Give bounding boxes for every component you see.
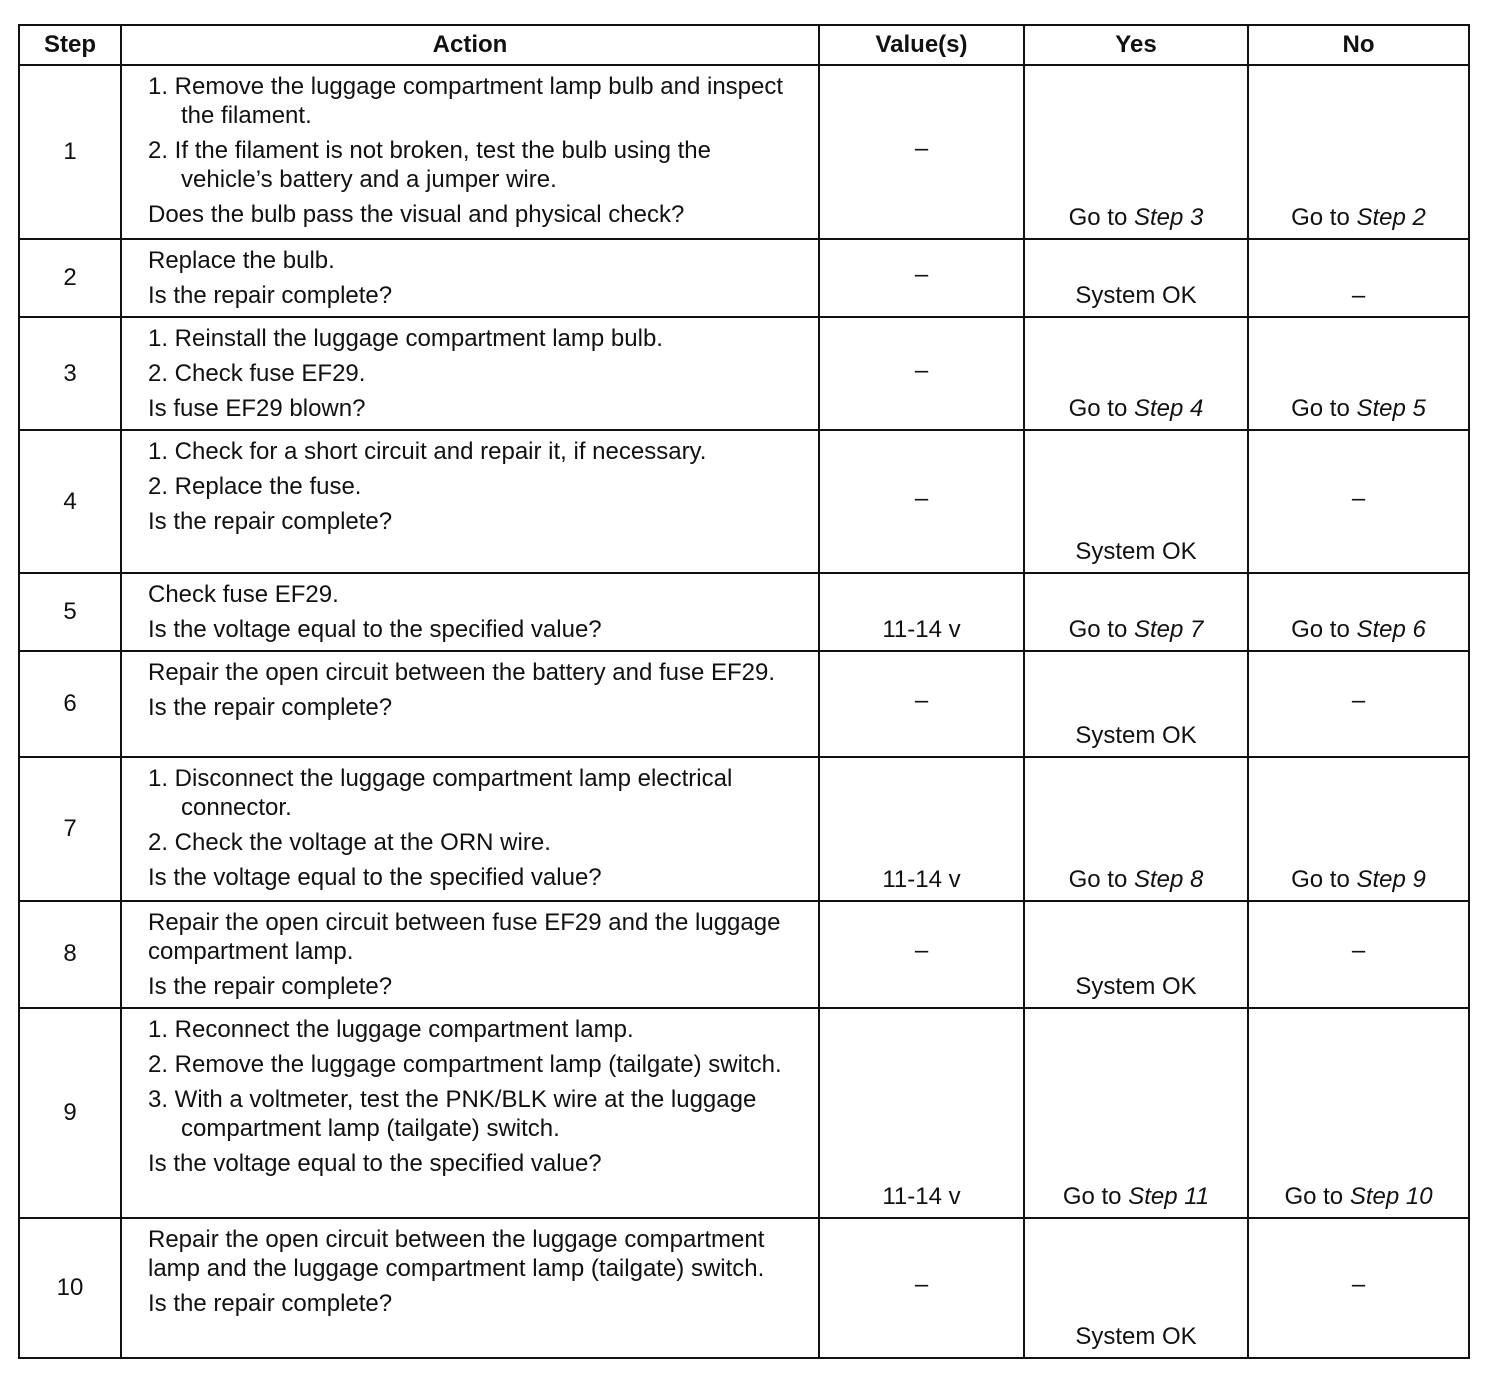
value-cell <box>819 757 1024 900</box>
action-step-item: 2. Check fuse EF29. <box>148 360 366 388</box>
diagnostic-table <box>18 24 1470 1359</box>
step-number: 1 <box>19 65 121 239</box>
action-cell <box>121 317 819 430</box>
action-cell <box>121 573 819 651</box>
value-text: – <box>914 261 929 289</box>
yes-cell <box>1024 317 1248 430</box>
no-prefix: Go to <box>1284 1182 1350 1210</box>
no-cell <box>1248 239 1469 317</box>
yes-cell <box>1024 65 1248 239</box>
value-cell <box>819 651 1024 757</box>
table-row <box>19 1008 1469 1218</box>
action-step-item: 2. If the filament is not broken, test the bulb using the vehicle’s battery and a jumper wire. <box>148 137 712 193</box>
yes-cell <box>1024 1008 1248 1218</box>
value-text: – <box>914 135 929 163</box>
yes-step-ref: Step 3 <box>1133 204 1204 232</box>
yes-step-ref: Step 11 <box>1128 1182 1210 1210</box>
action-step-item: 1. Reinstall the luggage compartment lamp bulb. <box>148 325 663 353</box>
value-cell <box>819 1008 1024 1218</box>
yes-prefix: Go to <box>1068 395 1134 423</box>
yes-text: System OK <box>1075 282 1197 310</box>
yes-step-ref: Step 8 <box>1133 865 1204 893</box>
table-row <box>19 757 1469 900</box>
no-text: – <box>1351 687 1366 715</box>
no-step-ref: Step 2 <box>1356 204 1426 232</box>
value-cell <box>819 430 1024 573</box>
action-cell <box>121 65 819 239</box>
value-text: – <box>914 937 929 965</box>
no-cell <box>1248 573 1469 651</box>
no-prefix: Go to <box>1291 865 1357 893</box>
value-text: – <box>914 687 929 715</box>
value-text: 11-14 v <box>882 865 961 893</box>
step-number: 4 <box>19 430 121 573</box>
action-text: Repair the open circuit between the battery and fuse EF29. <box>148 659 776 687</box>
action-question: Does the bulb pass the visual and physical check? <box>148 201 685 228</box>
no-cell <box>1248 651 1469 757</box>
action-cell <box>121 651 819 757</box>
step-number: 3 <box>19 317 121 430</box>
no-step-ref: Step 10 <box>1349 1182 1433 1210</box>
table-row <box>19 901 1469 1008</box>
value-cell <box>819 239 1024 317</box>
yes-cell <box>1024 1218 1248 1358</box>
step-number: 2 <box>19 239 121 317</box>
action-cell <box>121 1008 819 1218</box>
table-row <box>19 1218 1469 1358</box>
table-row <box>19 317 1469 430</box>
yes-prefix: Go to <box>1068 865 1134 893</box>
yes-cell <box>1024 757 1248 900</box>
no-cell <box>1248 430 1469 573</box>
action-cell <box>121 239 819 317</box>
header-yes: Yes <box>1024 25 1248 65</box>
action-cell <box>121 901 819 1008</box>
yes-cell <box>1024 573 1248 651</box>
yes-prefix: Go to <box>1068 204 1134 232</box>
yes-text: System OK <box>1075 972 1197 1000</box>
action-cell <box>121 1218 819 1358</box>
action-question: Is the repair complete? <box>148 972 393 1000</box>
no-cell <box>1248 65 1469 239</box>
value-text: 11-14 v <box>882 1182 961 1210</box>
no-cell <box>1248 901 1469 1008</box>
table-row <box>19 65 1469 239</box>
table-row <box>19 430 1469 573</box>
no-prefix: Go to <box>1291 204 1357 232</box>
step-number: 6 <box>19 651 121 757</box>
action-text: Replace the bulb. <box>148 247 335 275</box>
action-text: Repair the open circuit between fuse EF29 and the luggage compartment lamp. <box>148 908 781 965</box>
yes-step-ref: Step 7 <box>1133 616 1204 644</box>
no-cell <box>1248 757 1469 900</box>
step-number: 7 <box>19 757 121 900</box>
no-prefix: Go to <box>1291 395 1357 423</box>
yes-cell <box>1024 239 1248 317</box>
value-cell <box>819 317 1024 430</box>
value-cell <box>819 573 1024 651</box>
no-cell <box>1248 1008 1469 1218</box>
action-question: Is the voltage equal to the specified value? <box>148 616 602 644</box>
no-text: – <box>1351 937 1366 965</box>
action-question: Is the repair complete? <box>148 508 393 536</box>
value-cell <box>819 901 1024 1008</box>
no-text: – <box>1351 484 1366 512</box>
table-body <box>19 65 1469 1358</box>
action-step-item: 2. Replace the fuse. <box>148 473 362 501</box>
action-question: Is the repair complete? <box>148 694 393 722</box>
action-question: Is the repair complete? <box>148 1289 393 1317</box>
value-text: 11-14 v <box>882 616 961 644</box>
action-question: Is the repair complete? <box>148 282 393 310</box>
action-step-item: 1. Reconnect the luggage compartment lamp. <box>148 1015 634 1043</box>
action-cell <box>121 430 819 573</box>
no-cell <box>1248 1218 1469 1358</box>
action-step-item: 1. Disconnect the luggage compartment lamp electrical connector. <box>148 765 733 822</box>
step-number: 10 <box>19 1218 121 1358</box>
step-number: 8 <box>19 901 121 1008</box>
action-step-item: 2. Check the voltage at the ORN wire. <box>148 829 551 857</box>
action-step-item: 1. Check for a short circuit and repair it, if necessary. <box>148 438 707 466</box>
yes-cell <box>1024 430 1248 573</box>
header-step: Step <box>19 25 121 65</box>
action-step-item: 1. Remove the luggage compartment lamp bulb and inspect the filament. <box>148 73 784 129</box>
action-text: Repair the open circuit between the luggage compartment lamp and the luggage compartment lamp (tailgate) switch. <box>148 1225 765 1282</box>
action-cell <box>121 757 819 900</box>
yes-text: System OK <box>1075 1323 1197 1350</box>
action-step-item: 2. Remove the luggage compartment lamp (tailgate) switch. <box>148 1050 782 1078</box>
value-cell <box>819 65 1024 239</box>
yes-step-ref: Step 4 <box>1133 395 1204 423</box>
no-text: – <box>1351 1271 1366 1299</box>
header-row <box>19 25 1469 65</box>
action-step-item: 3. With a voltmeter, test the PNK/BLK wire at the luggage compartment lamp (tailgate) switch. <box>148 1085 757 1142</box>
yes-cell <box>1024 901 1248 1008</box>
no-step-ref: Step 5 <box>1356 395 1426 423</box>
value-text: – <box>914 356 929 384</box>
action-question: Is fuse EF29 blown? <box>148 395 366 423</box>
no-prefix: Go to <box>1291 616 1357 644</box>
header-action: Action <box>121 25 819 65</box>
value-text: – <box>914 484 929 512</box>
header-no: No <box>1248 25 1469 65</box>
yes-prefix: Go to <box>1068 616 1134 644</box>
value-cell <box>819 1218 1024 1358</box>
no-step-ref: Step 9 <box>1356 865 1426 893</box>
action-text: Check fuse EF29. <box>148 581 339 609</box>
yes-prefix: Go to <box>1062 1182 1129 1210</box>
table-row <box>19 651 1469 757</box>
yes-text: System OK <box>1075 722 1197 750</box>
action-question: Is the voltage equal to the specified value? <box>148 864 602 892</box>
value-text: – <box>914 1271 929 1299</box>
yes-text: System OK <box>1075 538 1197 566</box>
step-number: 9 <box>19 1008 121 1218</box>
header-values: Value(s) <box>819 25 1024 65</box>
table-row <box>19 573 1469 651</box>
action-question: Is the voltage equal to the specified value? <box>148 1149 602 1177</box>
yes-cell <box>1024 651 1248 757</box>
no-step-ref: Step 6 <box>1356 616 1426 644</box>
table-row <box>19 239 1469 317</box>
no-cell <box>1248 317 1469 430</box>
no-text: – <box>1351 282 1366 310</box>
step-number: 5 <box>19 573 121 651</box>
